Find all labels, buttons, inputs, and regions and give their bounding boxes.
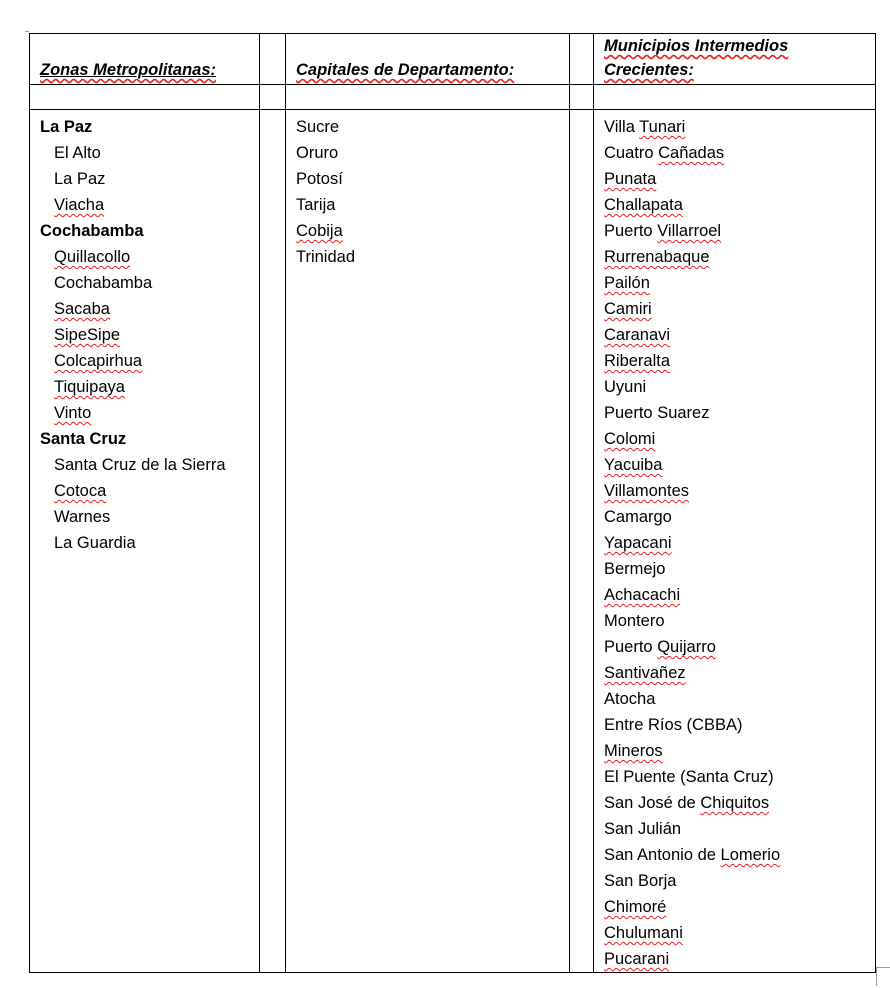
intermediate-item: El Puente (Santa Cruz) [604, 768, 774, 786]
spacer-cell-3[interactable] [286, 85, 570, 110]
header-intermediate-line2: Crecientes: [604, 61, 694, 79]
spellcheck-flagged-word: Punata [604, 170, 657, 188]
spellcheck-flagged-word: Challapata [604, 196, 683, 214]
intermediate-item: San Antonio de Lomerio [604, 846, 781, 864]
intermediate-item [604, 530, 865, 556]
metro-zone-item [40, 244, 249, 270]
metro-zone-group [40, 426, 249, 452]
intermediate-item: Puerto Villarroel [604, 222, 722, 240]
header-intermediate-line1: Municipios Intermedios [604, 37, 789, 55]
intermediate-item: Entre Ríos (CBBA) [604, 716, 743, 734]
metro-zone-item [40, 374, 249, 400]
intermediate-item [604, 296, 865, 322]
metro-zone-label: Quillacollo [54, 248, 131, 266]
metro-zone-item [40, 530, 249, 556]
municipalities-table [29, 33, 876, 973]
table-header-row [30, 34, 876, 85]
spellcheck-flagged-word: Villamontes [604, 482, 689, 500]
intermediate-item [604, 660, 865, 686]
metro-zone-label: Santa Cruz [40, 430, 127, 448]
metro-zone-group [40, 114, 249, 140]
capital-label: Potosí [296, 170, 343, 188]
intermediate-item [604, 270, 865, 296]
intermediate-item: Puerto Suarez [604, 404, 710, 422]
body-gap-cell-2[interactable] [570, 110, 594, 973]
metro-zone-label: El Alto [54, 144, 101, 162]
intermediate-item [604, 894, 865, 920]
spellcheck-flagged-word: Mineros [604, 742, 663, 760]
spacer-cell-4[interactable] [570, 85, 594, 110]
intermediate-item [604, 582, 865, 608]
capital-item [296, 140, 559, 166]
metro-zone-item [40, 296, 249, 322]
metro-zone-item [40, 192, 249, 218]
table-spacer-row [30, 85, 876, 110]
intermediate-item [604, 946, 865, 972]
capital-item [296, 244, 559, 270]
intermediate-item: Cuatro Cañadas [604, 144, 725, 162]
spellcheck-flagged-word: Rurrenabaque [604, 248, 710, 266]
metro-zone-label: La Guardia [54, 534, 136, 552]
metro-zone-label: SipeSipe [54, 326, 121, 344]
metro-zone-label: Cochabamba [40, 222, 144, 240]
table-body-row [30, 110, 876, 973]
metro-zone-item [40, 348, 249, 374]
metro-zone-item [40, 166, 249, 192]
intermediate-item: Puerto Quijarro [604, 638, 716, 656]
spellcheck-flagged-word: Caranavi [604, 326, 671, 344]
spellcheck-flagged-word: Villarroel [657, 222, 722, 240]
metro-zone-item [40, 452, 249, 478]
spellcheck-flagged-word: Chiquitos [700, 794, 770, 812]
metro-zone-label: Tiquipaya [54, 378, 125, 396]
metro-zone-group [40, 218, 249, 244]
metro-zone-label: Sacaba [54, 300, 110, 318]
spellcheck-flagged-word: Yacuiba [604, 456, 663, 474]
metro-zone-label: Colcapirhua [54, 352, 143, 370]
intermediate-item [604, 452, 865, 478]
capital-item [296, 166, 559, 192]
page-corner-mark [25, 31, 29, 32]
intermediate-item [604, 192, 865, 218]
capital-label: Sucre [296, 118, 340, 136]
metro-zone-item [40, 322, 249, 348]
intermediate-item [604, 738, 865, 764]
spellcheck-flagged-word: Achacachi [604, 586, 681, 604]
spellcheck-flagged-word: Camiri [604, 300, 652, 318]
intermediate-item: Camargo [604, 508, 672, 526]
intermediate-item [604, 426, 865, 452]
capital-item [296, 192, 559, 218]
metro-zone-label: Warnes [54, 508, 111, 526]
spellcheck-flagged-word: Santivañez [604, 664, 686, 682]
intermediate-item: San José de Chiquitos [604, 794, 770, 812]
metro-zone-label: Cotoca [54, 482, 107, 500]
body-gap-cell-1[interactable] [260, 110, 286, 973]
intermediate-item: San Julián [604, 820, 682, 838]
header-gap-cell-1[interactable] [260, 34, 286, 85]
capitals-cell[interactable] [286, 110, 570, 973]
capital-label: Tarija [296, 196, 336, 214]
header-metro-text [40, 61, 216, 79]
intermediate-item [604, 166, 865, 192]
spellcheck-flagged-word: Tunari [639, 118, 686, 136]
intermediate-item [604, 478, 865, 504]
intermediate-item: Montero [604, 612, 665, 630]
capital-label: Oruro [296, 144, 339, 162]
intermediate-item [604, 322, 865, 348]
metro-zone-item [40, 478, 249, 504]
intermediate-item [604, 244, 865, 270]
intermediate-item [604, 348, 865, 374]
header-metro-label: Zonas Metropolitanas: [40, 61, 217, 79]
spacer-cell-5[interactable] [594, 85, 876, 110]
capital-label: Cobija [296, 222, 343, 240]
header-capitals-label: Capitales de Departamento: [296, 61, 515, 79]
spellcheck-flagged-word: Lomerio [720, 846, 781, 864]
header-metro-zones[interactable] [30, 34, 260, 85]
metro-zones-list [40, 114, 249, 556]
spacer-cell-2[interactable] [260, 85, 286, 110]
intermediate-item: Atocha [604, 690, 656, 708]
metro-zones-cell[interactable] [30, 110, 260, 973]
capitals-list [296, 114, 559, 270]
metro-zone-item [40, 140, 249, 166]
header-capitals[interactable] [286, 34, 570, 85]
spellcheck-flagged-word: Colomi [604, 430, 656, 448]
intermediate-list [604, 114, 865, 972]
metro-zone-label: Vinto [54, 404, 92, 422]
spellcheck-flagged-word: Pailón [604, 274, 650, 292]
intermediate-item: San Borja [604, 872, 677, 890]
metro-zone-label: Cochabamba [54, 274, 153, 292]
metro-zone-label: La Paz [40, 118, 93, 136]
metro-zone-label: La Paz [54, 170, 106, 188]
end-of-cell-marker [876, 967, 890, 986]
metro-zone-label: Santa Cruz de la Sierra [54, 456, 226, 474]
spellcheck-flagged-word: Quijarro [657, 638, 716, 656]
capital-label: Trinidad [296, 248, 355, 266]
spellcheck-flagged-word: Yapacani [604, 534, 672, 552]
intermediate-cell[interactable] [594, 110, 876, 973]
spellcheck-flagged-word: Pucarani [604, 950, 670, 968]
spellcheck-flagged-word: Riberalta [604, 352, 671, 370]
header-gap-cell-2[interactable] [570, 34, 594, 85]
header-intermediate[interactable] [594, 34, 876, 85]
capital-item [296, 114, 559, 140]
metro-zone-label: Viacha [54, 196, 105, 214]
intermediate-item: Villa Tunari [604, 118, 686, 136]
spellcheck-flagged-word: Chulumani [604, 924, 683, 942]
intermediate-item [604, 920, 865, 946]
metro-zone-item [40, 400, 249, 426]
spacer-cell-1[interactable] [30, 85, 260, 110]
metro-zone-item [40, 270, 249, 296]
spellcheck-flagged-word: Cañadas [658, 144, 725, 162]
intermediate-item: Bermejo [604, 560, 666, 578]
metro-zone-item [40, 504, 249, 530]
intermediate-item: Uyuni [604, 378, 647, 396]
capital-item [296, 218, 559, 244]
spellcheck-flagged-word: Chimoré [604, 898, 667, 916]
